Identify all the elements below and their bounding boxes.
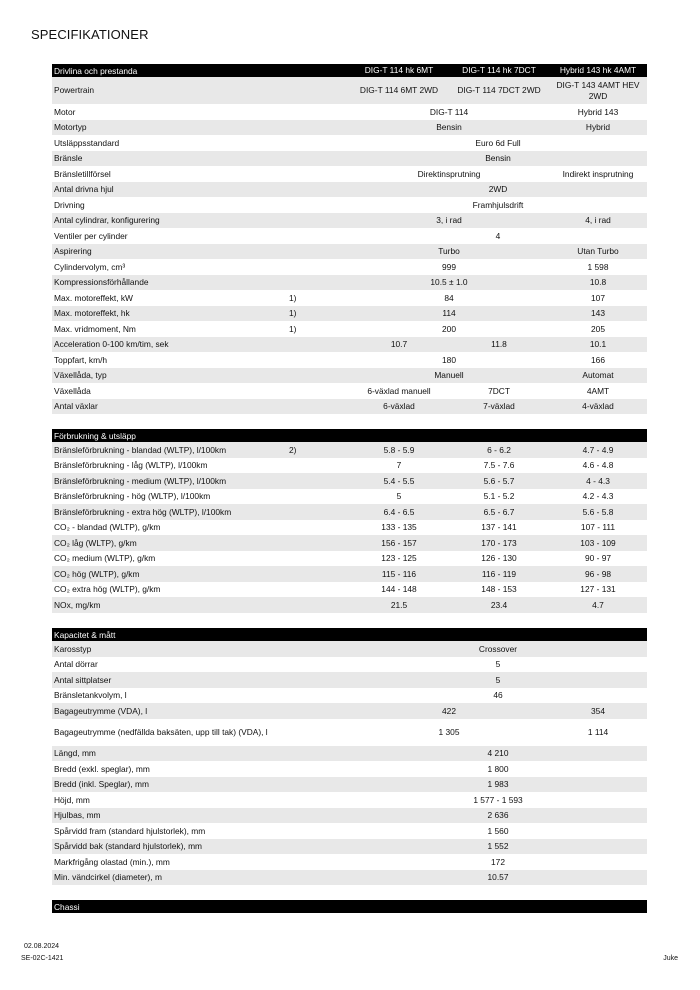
spec-value-all: 4: [349, 228, 647, 244]
section-title: Drivlina och prestanda: [52, 64, 289, 77]
spec-value-7dct: 6 - 6.2: [449, 442, 549, 458]
spec-row: [52, 228, 647, 244]
spec-value-6mt: 5.8 - 5.9: [349, 442, 449, 458]
spec-value-all: Crossover: [349, 641, 647, 657]
spec-note: [289, 597, 349, 613]
spec-note: [289, 135, 349, 151]
spec-row: [52, 823, 647, 839]
spec-value-hybrid: Hybrid: [549, 120, 647, 136]
spec-value-6mt: 144 - 148: [349, 582, 449, 598]
spec-note: [289, 792, 349, 808]
spec-note: [289, 641, 349, 657]
spec-note: [289, 337, 349, 353]
spec-note: [289, 104, 349, 120]
section-chassi-table: [52, 900, 647, 913]
spec-row: [52, 166, 647, 182]
spec-value-hybrid: 90 - 97: [549, 551, 647, 567]
spec-value-hybrid: 4.6 - 4.8: [549, 458, 647, 474]
spec-value-hybrid: Utan Turbo: [549, 244, 647, 260]
spec-label: CO₂ medium (WLTP), g/km: [52, 551, 289, 567]
variant-header-hybrid: Hybrid 143 hk 4AMT: [549, 64, 647, 77]
spec-row: [52, 104, 647, 120]
spec-row: [52, 672, 647, 688]
section-header: [52, 628, 647, 641]
spec-label: Bränsleförbrukning - extra hög (WLTP), l/100km: [52, 504, 289, 520]
spec-value-all: 5: [349, 672, 647, 688]
spec-label: Bagageutrymme (VDA), l: [52, 703, 289, 719]
spec-note: [289, 761, 349, 777]
spec-label: Växellåda: [52, 383, 289, 399]
spec-label: NOx, mg/km: [52, 597, 289, 613]
spec-label: Bredd (inkl. Speglar), mm: [52, 777, 289, 793]
spec-row: [52, 535, 647, 551]
spec-row: [52, 885, 647, 901]
spec-note: [289, 520, 349, 536]
spec-row: [52, 746, 647, 762]
footer-document-code: SE-02C-1421: [21, 955, 64, 962]
spec-label: [52, 613, 289, 629]
spec-value-all: 1 552: [349, 839, 647, 855]
spec-label: Cylindervolym, cm³: [52, 259, 289, 275]
spec-value-6mt: 5: [349, 489, 449, 505]
spec-value-6mt: 156 - 157: [349, 535, 449, 551]
spec-label: Spårvidd fram (standard hjulstorlek), mm: [52, 823, 289, 839]
spec-note: [289, 870, 349, 886]
spec-note: [289, 489, 349, 505]
spec-value-all: 2 636: [349, 808, 647, 824]
spec-value-hybrid: Indirekt insprutning: [549, 166, 647, 182]
section-header: [52, 64, 647, 77]
spec-value-hybrid: Hybrid 143: [549, 104, 647, 120]
spec-note: [289, 504, 349, 520]
spec-row: [52, 597, 647, 613]
spec-row: [52, 777, 647, 793]
spec-label: Bränsletankvolym, l: [52, 688, 289, 704]
spec-note: [289, 746, 349, 762]
spec-value-6mt: 6-växlad manuell: [349, 383, 449, 399]
spec-row: [52, 792, 647, 808]
note-header-cell: [289, 900, 349, 913]
spec-value-dig-t: DIG-T 114: [349, 104, 549, 120]
variant-header-7dct: [449, 900, 549, 913]
spec-row: [52, 213, 647, 229]
variant-header-6mt: DIG-T 114 hk 6MT: [349, 64, 449, 77]
spec-value-6mt: 133 - 135: [349, 520, 449, 536]
spec-value-hybrid: 96 - 98: [549, 566, 647, 582]
spec-label: Bränsleförbrukning - medium (WLTP), l/100km: [52, 473, 289, 489]
spec-value-7dct: 116 - 119: [449, 566, 549, 582]
spec-value-all: 46: [349, 688, 647, 704]
spec-note: [289, 197, 349, 213]
spec-value-7dct: 148 - 153: [449, 582, 549, 598]
spec-label: CO₂ hög (WLTP), g/km: [52, 566, 289, 582]
spec-value-hybrid: 354: [549, 703, 647, 719]
spec-row: [52, 719, 647, 746]
spec-value-6mt: 123 - 125: [349, 551, 449, 567]
spec-label: [52, 885, 289, 901]
spec-note: [289, 368, 349, 384]
spec-label: Max. motoreffekt, kW: [52, 290, 289, 306]
spec-value-hybrid: Automat: [549, 368, 647, 384]
spec-row: [52, 383, 647, 399]
spec-row: [52, 761, 647, 777]
note-header-cell: [289, 628, 349, 641]
spec-value-6mt: 6-växlad: [349, 399, 449, 415]
variant-header-hybrid: [549, 429, 647, 442]
spec-note: [289, 657, 349, 673]
spec-value-hybrid: 4.7 - 4.9: [549, 442, 647, 458]
spec-value-7dct: 23.4: [449, 597, 549, 613]
spec-label: Drivning: [52, 197, 289, 213]
spec-row: [52, 120, 647, 136]
spec-label: Spårvidd bak (standard hjulstorlek), mm: [52, 839, 289, 855]
spec-value-7dct: 170 - 173: [449, 535, 549, 551]
spec-row: [52, 808, 647, 824]
section-title: Chassi: [52, 900, 289, 913]
spec-label: Aspirering: [52, 244, 289, 260]
spec-value-7dct: 11.8: [449, 337, 549, 353]
spec-note: [289, 719, 349, 746]
spec-note: [289, 383, 349, 399]
spec-row: [52, 551, 647, 567]
spec-value-dig-t: 422: [349, 703, 549, 719]
spec-row: [52, 473, 647, 489]
spec-row: [52, 688, 647, 704]
variant-header-6mt: [349, 628, 449, 641]
spec-value-6mt: 6.4 - 6.5: [349, 504, 449, 520]
spec-value-hybrid: 103 - 109: [549, 535, 647, 551]
spec-label: Motortyp: [52, 120, 289, 136]
spec-label: Bränsleförbrukning - hög (WLTP), l/100km: [52, 489, 289, 505]
spec-label: Bagageutrymme (nedfällda baksäten, upp till tak) (VDA), l: [52, 719, 289, 746]
spec-value-hybrid: 10.8: [549, 275, 647, 291]
spec-row: [52, 566, 647, 582]
spec-label: Toppfart, km/h: [52, 352, 289, 368]
variant-header-7dct: [449, 628, 549, 641]
spec-row: [52, 870, 647, 886]
spec-label: Karosstyp: [52, 641, 289, 657]
note-header-cell: [289, 429, 349, 442]
spec-value-7dct: 126 - 130: [449, 551, 549, 567]
spec-row: [52, 613, 647, 629]
spec-row: [52, 321, 647, 337]
spec-label: Höjd, mm: [52, 792, 289, 808]
spec-value-dig-t: 180: [349, 352, 549, 368]
spec-value-hybrid: 4.7: [549, 597, 647, 613]
spec-value-hybrid: 10.1: [549, 337, 647, 353]
spec-label: Bränsleförbrukning - låg (WLTP), l/100km: [52, 458, 289, 474]
spec-value-all: 1 577 - 1 593: [349, 792, 647, 808]
spec-value-7dct: 137 - 141: [449, 520, 549, 536]
spec-row: [52, 352, 647, 368]
variant-header-7dct: [449, 429, 549, 442]
spec-label: Antal växlar: [52, 399, 289, 415]
spec-row: [52, 839, 647, 855]
spec-value-all: Euro 6d Full: [349, 135, 647, 151]
spec-value-hybrid: 143: [549, 306, 647, 322]
spec-value-hybrid: 1 114: [549, 719, 647, 746]
spec-row: [52, 442, 647, 458]
spec-value-all: 10.57: [349, 870, 647, 886]
spec-note: [289, 808, 349, 824]
spec-value-6mt: 21.5: [349, 597, 449, 613]
spec-note: [289, 551, 349, 567]
spec-value-7dct: [449, 885, 549, 901]
spec-value-all: 1 983: [349, 777, 647, 793]
section-title: Kapacitet & mått: [52, 628, 289, 641]
spec-note: [289, 259, 349, 275]
spec-value-6mt: DIG-T 114 6MT 2WD: [349, 77, 449, 104]
footer-date: 02.08.2024: [24, 943, 60, 950]
variant-header-hybrid: [549, 628, 647, 641]
spec-value-all: Bensin: [349, 151, 647, 167]
spec-row: [52, 244, 647, 260]
spec-value-hybrid: 4, i rad: [549, 213, 647, 229]
spec-note: [289, 885, 349, 901]
spec-note: [289, 151, 349, 167]
spec-value-hybrid: 166: [549, 352, 647, 368]
spec-note: [289, 77, 349, 104]
spec-row: [52, 703, 647, 719]
spec-value-hybrid: 107 - 111: [549, 520, 647, 536]
spec-value-6mt: 5.4 - 5.5: [349, 473, 449, 489]
spec-value-dig-t: Direktinsprutning: [349, 166, 549, 182]
variant-header-6mt: [349, 429, 449, 442]
spec-value-dig-t: 999: [349, 259, 549, 275]
note-header-cell: [289, 64, 349, 77]
spec-label: Antal sittplatser: [52, 672, 289, 688]
spec-value-7dct: DIG-T 114 7DCT 2WD: [449, 77, 549, 104]
spec-row: [52, 504, 647, 520]
spec-note: 2): [289, 442, 349, 458]
spec-row: [52, 854, 647, 870]
spec-note: [289, 688, 349, 704]
spec-note: [289, 120, 349, 136]
spec-value-dig-t: 84: [349, 290, 549, 306]
spec-value-dig-t: 200: [349, 321, 549, 337]
spec-note: 1): [289, 321, 349, 337]
spec-row: [52, 489, 647, 505]
spec-note: [289, 854, 349, 870]
spec-note: [289, 166, 349, 182]
spec-value-dig-t: Manuell: [349, 368, 549, 384]
spec-label: Bredd (exkl. speglar), mm: [52, 761, 289, 777]
spec-value-6mt: [349, 613, 449, 629]
spec-value-all: 2WD: [349, 182, 647, 198]
section-header: [52, 429, 647, 442]
spec-value-hybrid: 127 - 131: [549, 582, 647, 598]
spec-label: Acceleration 0-100 km/tim, sek: [52, 337, 289, 353]
spec-label: Antal dörrar: [52, 657, 289, 673]
spec-value-dig-t: 3, i rad: [349, 213, 549, 229]
spec-value-6mt: 10.7: [349, 337, 449, 353]
section-header: [52, 900, 647, 913]
spec-label: Max. motoreffekt, hk: [52, 306, 289, 322]
footer-model-name: Juke: [663, 955, 678, 962]
spec-label: Längd, mm: [52, 746, 289, 762]
spec-note: [289, 182, 349, 198]
spec-note: 1): [289, 290, 349, 306]
spec-note: [289, 823, 349, 839]
spec-note: [289, 613, 349, 629]
spec-label: Hjulbas, mm: [52, 808, 289, 824]
spec-row: [52, 306, 647, 322]
spec-value-hybrid: 4AMT: [549, 383, 647, 399]
spec-value-7dct: 6.5 - 6.7: [449, 504, 549, 520]
spec-value-all: 172: [349, 854, 647, 870]
spec-label: Ventiler per cylinder: [52, 228, 289, 244]
spec-note: [289, 777, 349, 793]
spec-label: Bränsle: [52, 151, 289, 167]
spec-label: Max. vridmoment, Nm: [52, 321, 289, 337]
spec-label: Antal cylindrar, konfigurering: [52, 213, 289, 229]
spec-note: [289, 228, 349, 244]
variant-header-6mt: [349, 900, 449, 913]
section-title: Förbrukning & utsläpp: [52, 429, 289, 442]
spec-note: [289, 566, 349, 582]
spec-row: [52, 290, 647, 306]
spec-row: [52, 520, 647, 536]
spec-label: Motor: [52, 104, 289, 120]
spec-note: [289, 213, 349, 229]
spec-value-hybrid: 4-växlad: [549, 399, 647, 415]
spec-value-dig-t: Turbo: [349, 244, 549, 260]
spec-label: CO₂ låg (WLTP), g/km: [52, 535, 289, 551]
spec-row: [52, 582, 647, 598]
spec-value-hybrid: 5.6 - 5.8: [549, 504, 647, 520]
spec-value-hybrid: [549, 613, 647, 629]
spec-row: [52, 259, 647, 275]
spec-note: [289, 839, 349, 855]
spec-value-7dct: 7.5 - 7.6: [449, 458, 549, 474]
spec-note: [289, 275, 349, 291]
spec-label: CO₂ extra hög (WLTP), g/km: [52, 582, 289, 598]
spec-label: Markfrigång olastad (min.), mm: [52, 854, 289, 870]
spec-value-6mt: 115 - 116: [349, 566, 449, 582]
spec-value-dig-t: Bensin: [349, 120, 549, 136]
spec-value-7dct: [449, 613, 549, 629]
spec-note: [289, 473, 349, 489]
spec-value-7dct: 7-växlad: [449, 399, 549, 415]
spec-value-hybrid: 107: [549, 290, 647, 306]
spec-value-all: 1 800: [349, 761, 647, 777]
spec-value-all: 1 560: [349, 823, 647, 839]
spec-label: Powertrain: [52, 77, 289, 104]
spec-label: CO₂ - blandad (WLTP), g/km: [52, 520, 289, 536]
spec-row: [52, 275, 647, 291]
spec-value-7dct: 5.6 - 5.7: [449, 473, 549, 489]
spec-row: [52, 641, 647, 657]
spec-row: [52, 182, 647, 198]
spec-note: [289, 582, 349, 598]
spec-row: [52, 197, 647, 213]
variant-header-hybrid: [549, 900, 647, 913]
spec-label: Min. vändcirkel (diameter), m: [52, 870, 289, 886]
spec-note: [289, 399, 349, 415]
spec-note: [289, 352, 349, 368]
spec-label: Utsläppsstandard: [52, 135, 289, 151]
spec-value-hybrid: 4.2 - 4.3: [549, 489, 647, 505]
spec-row: [52, 77, 647, 104]
spec-row: [52, 458, 647, 474]
spec-row: [52, 135, 647, 151]
section-forbrukning-utslapp-table: [52, 429, 647, 628]
spec-row: [52, 657, 647, 673]
spec-value-all: Framhjulsdrift: [349, 197, 647, 213]
spec-value-7dct: 7DCT: [449, 383, 549, 399]
spec-note: [289, 703, 349, 719]
spec-value-hybrid: 4 - 4.3: [549, 473, 647, 489]
spec-value-dig-t: 1 305: [349, 719, 549, 746]
spec-note: [289, 458, 349, 474]
spec-value-7dct: 5.1 - 5.2: [449, 489, 549, 505]
spec-value-hybrid: [549, 885, 647, 901]
spec-row: [52, 151, 647, 167]
spec-value-hybrid: DIG-T 143 4AMT HEV 2WD: [549, 77, 647, 104]
spec-row: [52, 337, 647, 353]
spec-value-all: 5: [349, 657, 647, 673]
spec-label: Kompressionsförhållande: [52, 275, 289, 291]
spec-note: [289, 244, 349, 260]
section-kapacitet-matt-table: [52, 628, 647, 901]
spec-value-6mt: [349, 885, 449, 901]
spec-value-6mt: 7: [349, 458, 449, 474]
spec-row: [52, 368, 647, 384]
page-title: SPECIFIKATIONER: [31, 27, 149, 42]
spec-note: [289, 672, 349, 688]
spec-value-hybrid: 205: [549, 321, 647, 337]
spec-value-dig-t: 114: [349, 306, 549, 322]
spec-value-all: 4 210: [349, 746, 647, 762]
spec-row: [52, 399, 647, 415]
spec-label: Antal drivna hjul: [52, 182, 289, 198]
spec-note: 1): [289, 306, 349, 322]
spec-label: Bränsletillförsel: [52, 166, 289, 182]
spec-label: Växellåda, typ: [52, 368, 289, 384]
spec-value-hybrid: 1 598: [549, 259, 647, 275]
spec-value-dig-t: 10.5 ± 1.0: [349, 275, 549, 291]
spec-label: Bränsleförbrukning - blandad (WLTP), l/100km: [52, 442, 289, 458]
variant-header-7dct: DIG-T 114 hk 7DCT: [449, 64, 549, 77]
spec-note: [289, 535, 349, 551]
section-drivlina-prestanda-table: [52, 64, 647, 414]
